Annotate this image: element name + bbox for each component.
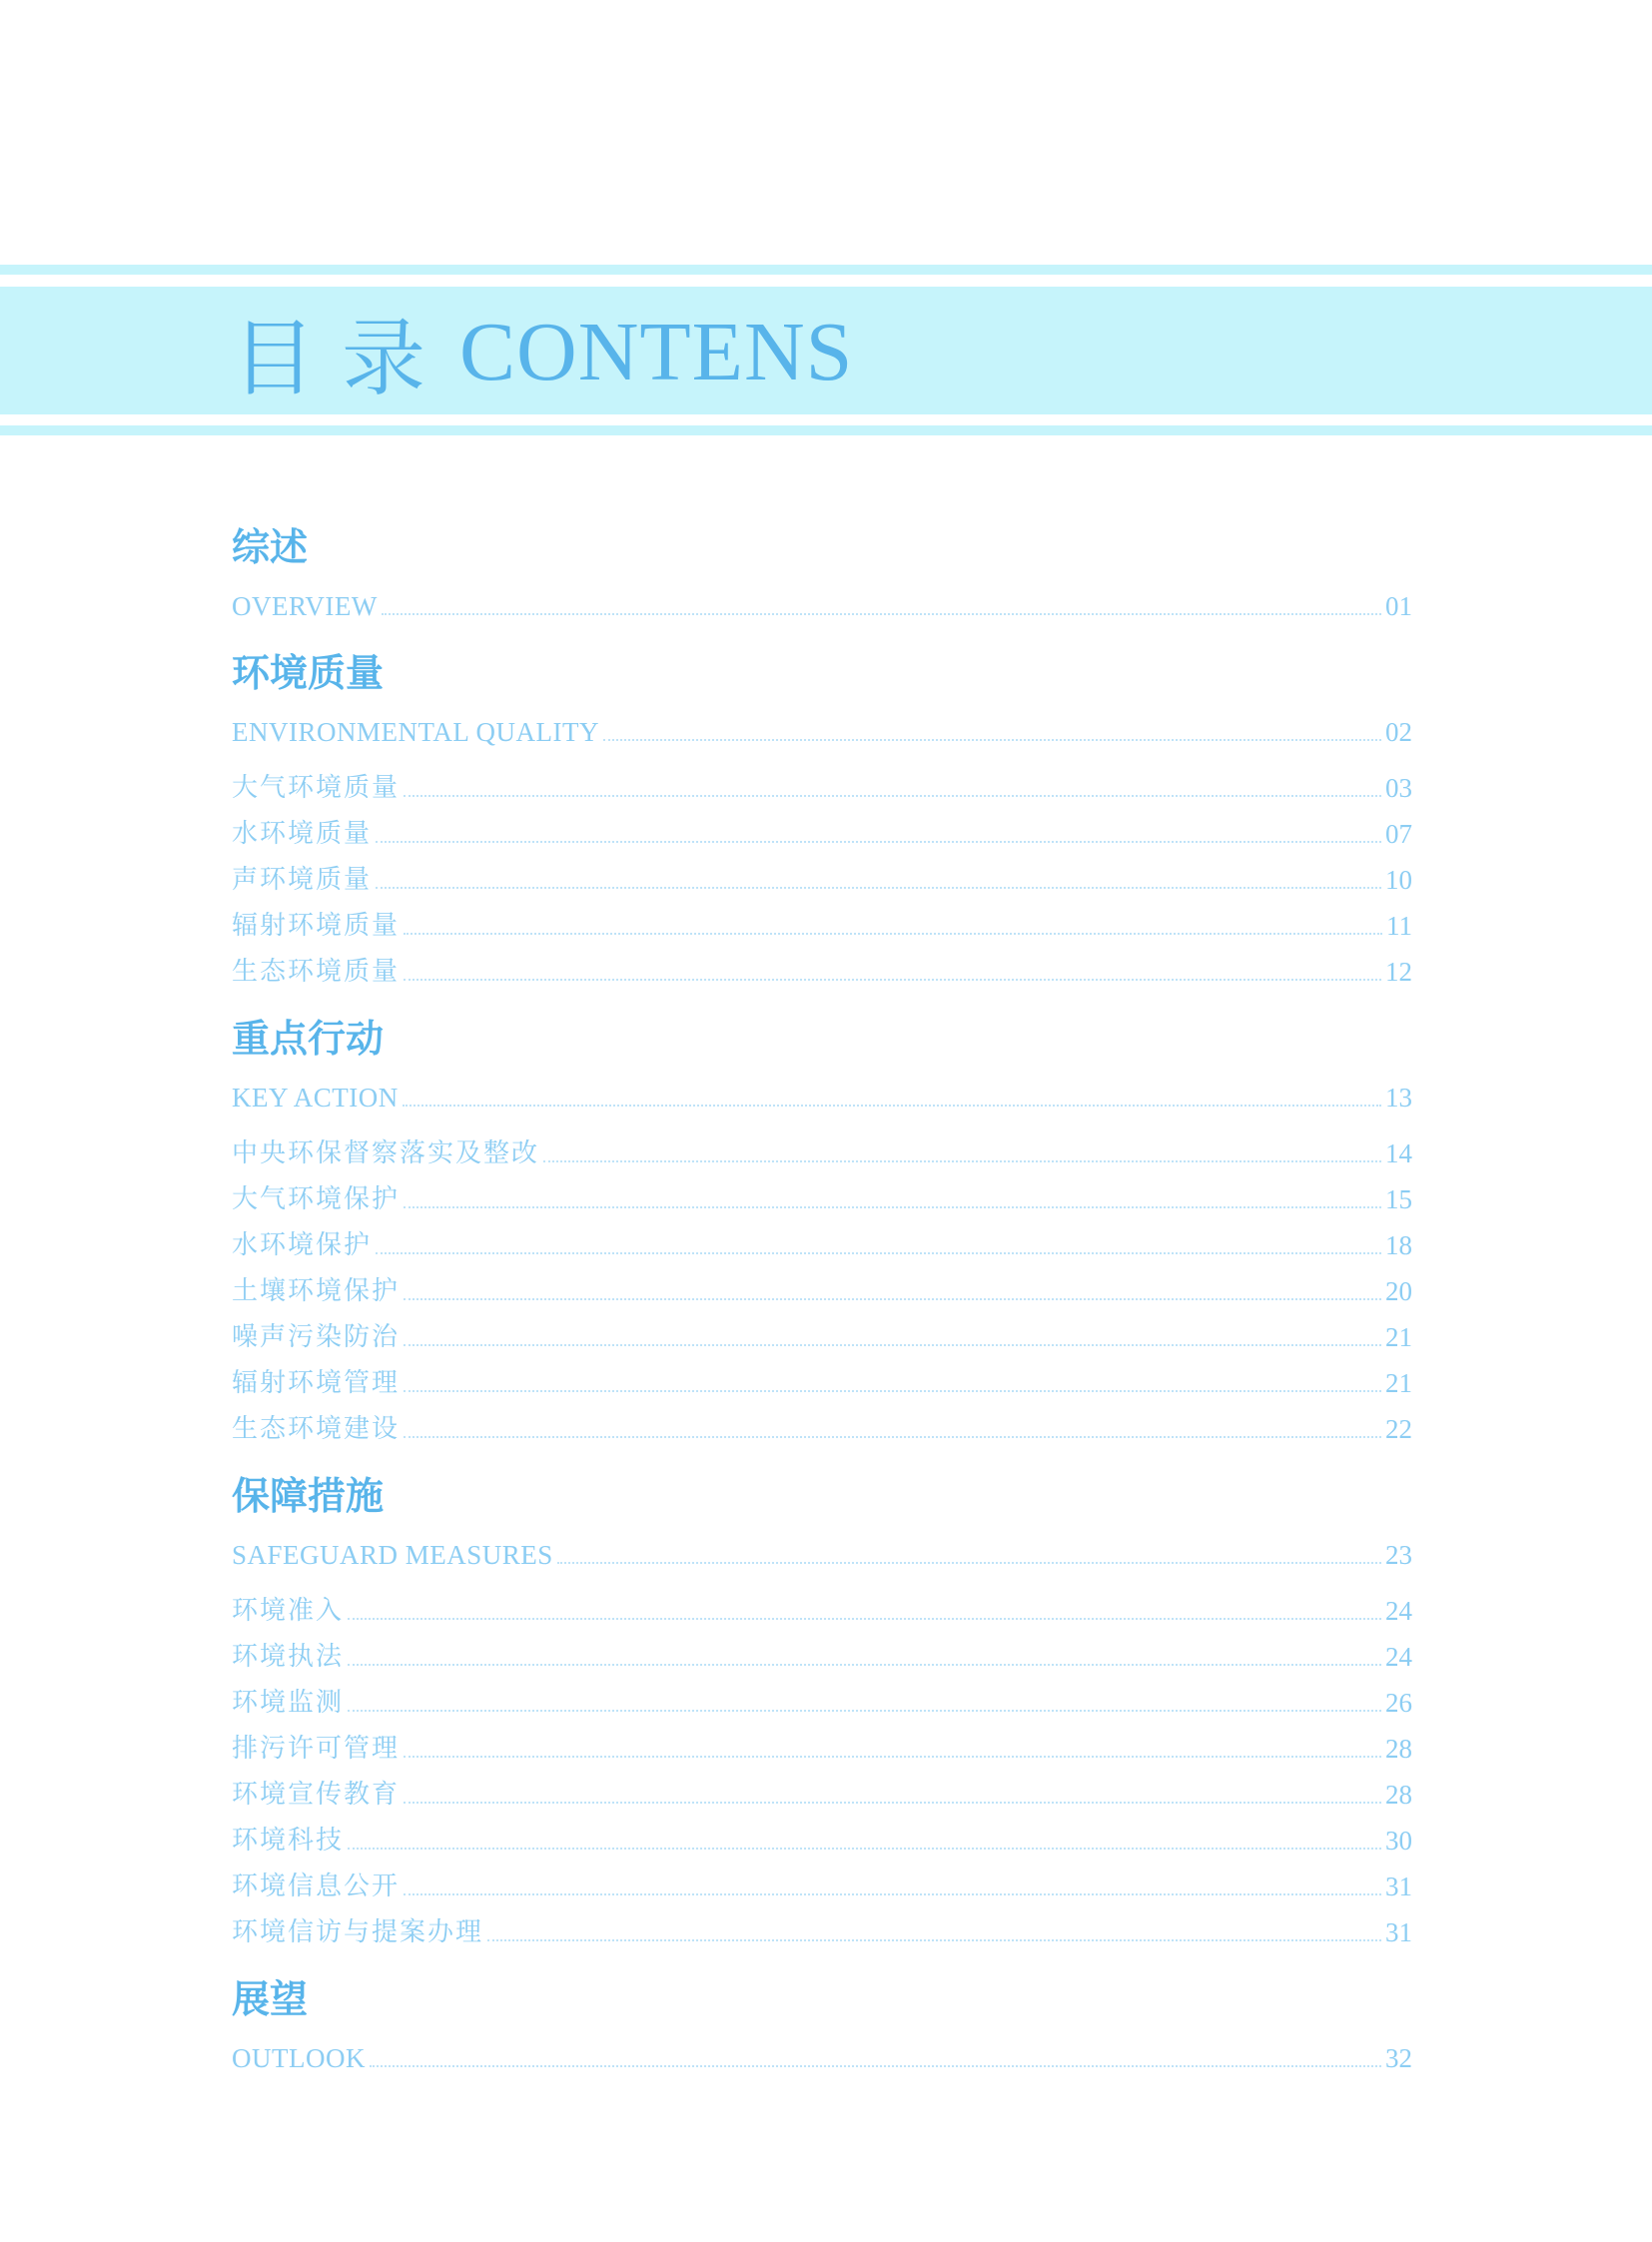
dot-leader [603,739,1381,741]
page-title-cn: 目录 [232,309,452,407]
toc-entry-label: 大气环境保护 [232,1184,401,1214]
toc-entry[interactable] [232,1764,1412,1810]
toc-entry-page: 23 [1385,1540,1412,1570]
page-title-en: CONTENS [459,305,854,398]
toc-entry-page: 02 [1385,717,1412,747]
toc-entry-label: 中央环保督察落实及整改 [232,1138,540,1168]
toc-entry-page: 13 [1385,1083,1412,1113]
toc-entry-page: 12 [1385,957,1412,987]
toc-entry-label: 生态环境建设 [232,1414,401,1444]
toc-entry-page: 20 [1385,1276,1412,1306]
dot-leader [404,1802,1381,1804]
toc-entry-page: 28 [1385,1780,1412,1810]
toc-entry-label: 环境宣传教育 [232,1780,401,1810]
toc-entry[interactable] [232,1067,1412,1113]
table-of-contents [232,519,1412,2073]
page-title [232,298,853,405]
toc-entry-page: 01 [1385,591,1412,621]
header-bottom-stripe [0,425,1652,435]
toc-entry-label: SAFEGUARD MEASURES [232,1540,553,1570]
dot-leader [370,2065,1381,2067]
dot-leader [404,1436,1381,1438]
toc-entry-label: OUTLOOK [232,2043,366,2073]
section-heading: 环境质量 [232,651,385,695]
toc-entry[interactable] [232,1524,1412,1570]
dot-leader [376,887,1381,889]
dot-leader [376,841,1381,843]
toc-entry-label: ENVIRONMENTAL QUALITY [232,717,600,747]
toc-entry[interactable] [232,1672,1412,1718]
toc-entry[interactable] [232,757,1412,803]
toc-entry[interactable] [232,1626,1412,1672]
dot-leader [404,933,1382,935]
toc-section-overview [232,519,1412,621]
toc-entry[interactable] [232,1168,1412,1214]
toc-entry[interactable] [232,1214,1412,1260]
toc-entry-label: 环境执法 [232,1642,345,1672]
dot-leader [404,1206,1381,1208]
dot-leader [348,1664,1381,1666]
header-top-stripe [0,265,1652,275]
dot-leader [376,1252,1381,1254]
toc-entry-page: 30 [1385,1826,1412,1856]
toc-entry-page: 28 [1385,1734,1412,1764]
toc-entry[interactable] [232,1122,1412,1168]
dot-leader [557,1562,1381,1564]
toc-entry-page: 15 [1385,1184,1412,1214]
toc-entry[interactable] [232,1901,1412,1947]
toc-entry-label: 环境信访与提案办理 [232,1917,484,1947]
dot-leader [404,1298,1381,1300]
toc-entry[interactable] [232,1260,1412,1306]
toc-entry-label: 土壤环境保护 [232,1276,401,1306]
toc-section-environmental-quality [232,645,1412,987]
toc-entry-label: 环境监测 [232,1688,345,1718]
section-heading: 保障措施 [232,1474,385,1518]
toc-entry-label: 水环境质量 [232,819,373,849]
toc-entry-page: 07 [1385,819,1412,849]
dot-leader [382,613,1381,615]
toc-entry-label: 排污许可管理 [232,1734,401,1764]
dot-leader [348,1710,1381,1712]
toc-entry-page: 32 [1385,2043,1412,2073]
toc-entry-label: 大气环境质量 [232,773,401,803]
dot-leader [404,979,1381,981]
dot-leader [404,1344,1381,1346]
toc-entry-page: 11 [1386,911,1412,941]
toc-entry[interactable] [232,1306,1412,1352]
toc-entry-label: 水环境保护 [232,1230,373,1260]
dot-leader [348,1618,1381,1620]
toc-entry-label: 生态环境质量 [232,957,401,987]
section-heading: 重点行动 [232,1017,385,1061]
toc-entry-label: 环境信息公开 [232,1871,401,1901]
dot-leader [543,1160,1381,1162]
toc-entry[interactable] [232,1856,1412,1901]
toc-entry-label: 辐射环境质量 [232,911,401,941]
toc-entry[interactable] [232,1718,1412,1764]
dot-leader [404,1756,1381,1758]
dot-leader [403,1105,1381,1107]
toc-entry-page: 22 [1385,1414,1412,1444]
toc-entry-label: 噪声污染防治 [232,1322,401,1352]
toc-entry[interactable] [232,1810,1412,1856]
dot-leader [404,795,1381,797]
toc-section-outlook [232,1971,1412,2073]
toc-entry-label: 环境科技 [232,1826,345,1856]
toc-entry-page: 03 [1385,773,1412,803]
toc-section-safeguard-measures [232,1468,1412,1947]
toc-entry-page: 18 [1385,1230,1412,1260]
dot-leader [348,1848,1381,1850]
toc-entry-label: 环境准入 [232,1596,345,1626]
toc-entry-label: 声环境质量 [232,865,373,895]
toc-entry[interactable] [232,803,1412,849]
toc-entry-label: 辐射环境管理 [232,1368,401,1398]
toc-entry-page: 21 [1385,1368,1412,1398]
toc-entry[interactable] [232,2027,1412,2073]
toc-entry[interactable] [232,849,1412,895]
toc-entry[interactable] [232,575,1412,621]
toc-entry[interactable] [232,941,1412,987]
toc-entry-label: KEY ACTION [232,1083,399,1113]
toc-entry[interactable] [232,701,1412,747]
toc-entry-page: 31 [1385,1917,1412,1947]
toc-entry-page: 21 [1385,1322,1412,1352]
section-heading: 展望 [232,1977,309,2021]
toc-entry-label: OVERVIEW [232,591,378,621]
toc-entry-page: 24 [1385,1596,1412,1626]
toc-entry-page: 24 [1385,1642,1412,1672]
toc-entry[interactable] [232,1352,1412,1398]
toc-entry[interactable] [232,1398,1412,1444]
section-heading: 综述 [232,525,309,569]
dot-leader [487,1939,1381,1941]
toc-entry-page: 10 [1385,865,1412,895]
toc-entry[interactable] [232,895,1412,941]
dot-leader [404,1390,1381,1392]
toc-entry-page: 31 [1385,1871,1412,1901]
toc-section-key-action [232,1011,1412,1444]
toc-entry[interactable] [232,1580,1412,1626]
dot-leader [404,1893,1381,1895]
toc-entry-page: 14 [1385,1138,1412,1168]
toc-entry-page: 26 [1385,1688,1412,1718]
